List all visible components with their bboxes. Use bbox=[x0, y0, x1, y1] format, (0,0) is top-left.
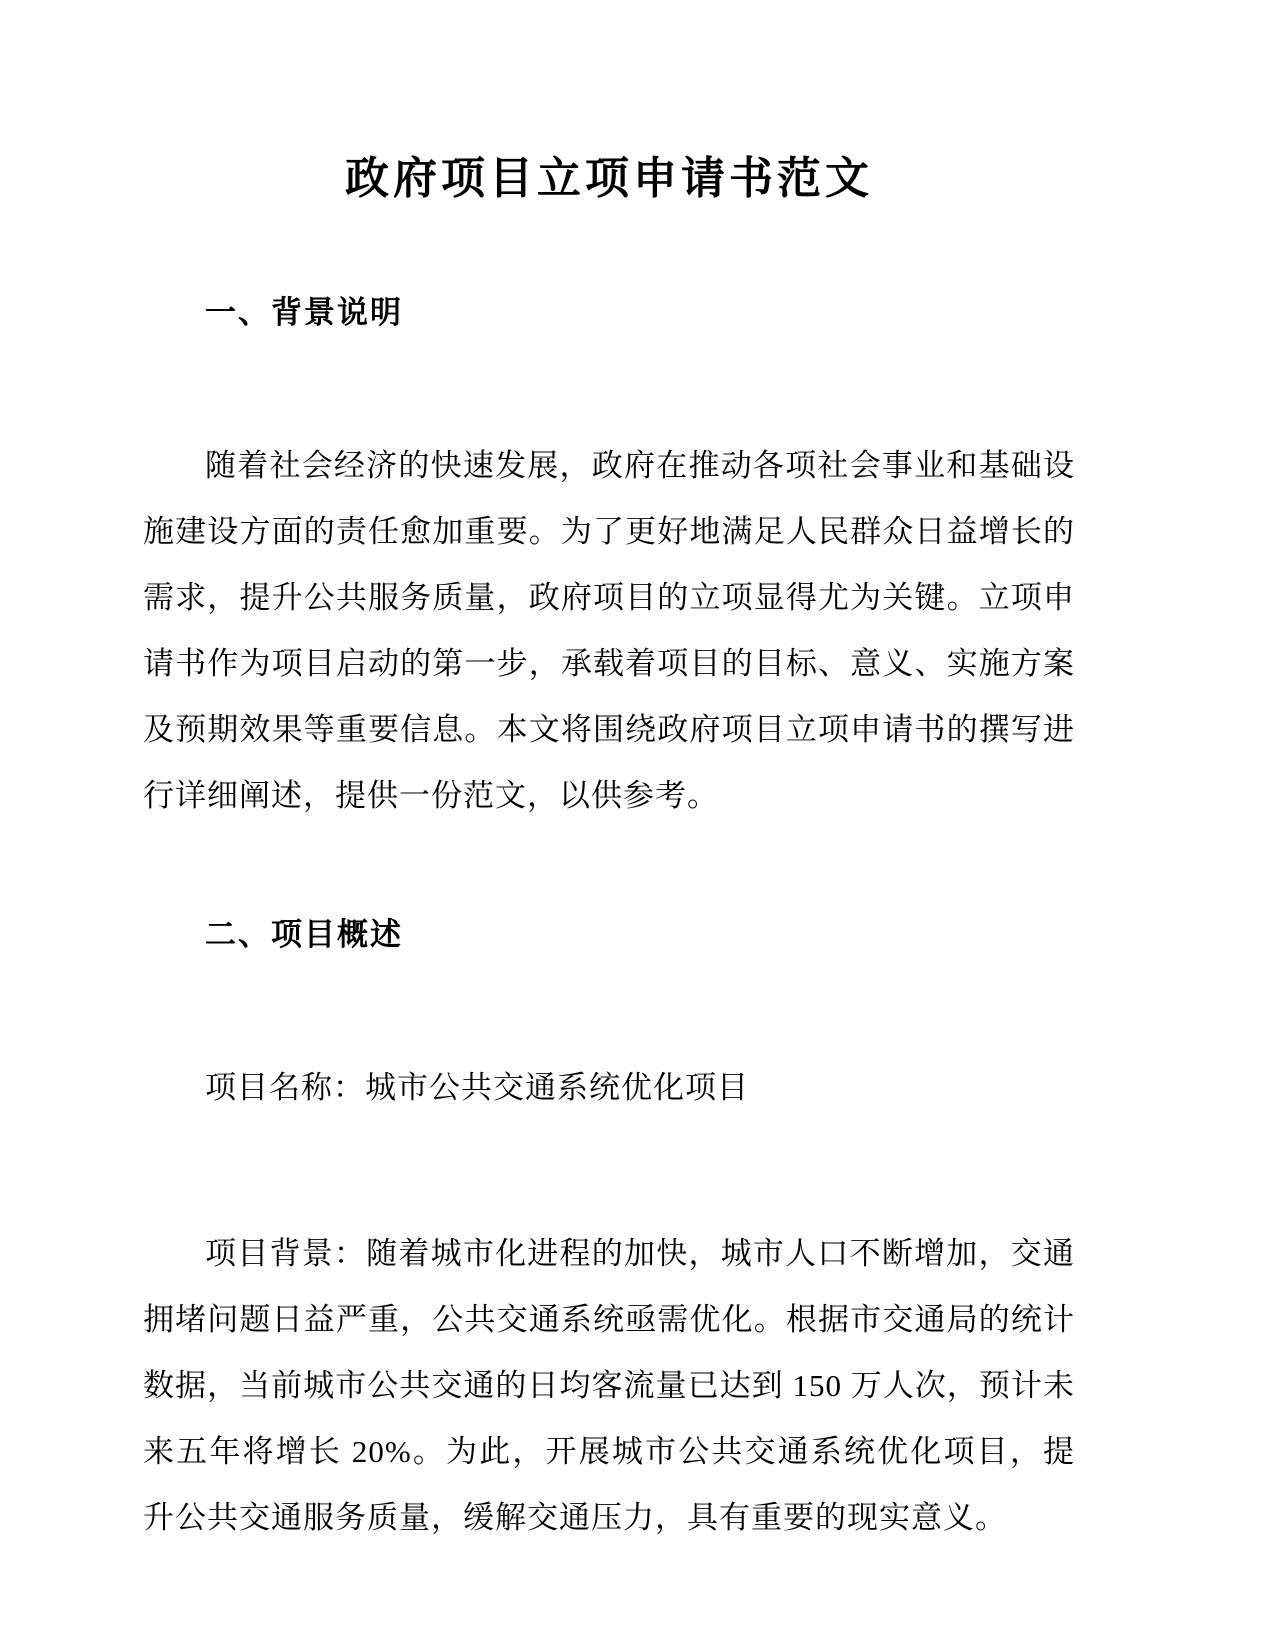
section-heading-project-overview: 二、项目概述 bbox=[205, 917, 403, 954]
section-heading-background: 一、背景说明 bbox=[205, 295, 403, 332]
paragraph-project-background: 项目背景：随着城市化进程的加快，城市人口不断增加，交通拥堵问题日益严重，公共交通系统亟需优化。根据市交通局的统计数据，当前城市公共交通的日均客流量已达到 150 万人次，预计未来五年将增长 20%。为此，开展城市公共交通系统优化项目，提升公共交通服务质量，缓解交通压力，具有重要的现实意义。 bbox=[143, 1236, 1075, 1536]
paragraph-background-intro: 随着社会经济的快速发展，政府在推动各项社会事业和基础设施建设方面的责任愈加重要。为了更好地满足人民群众日益增长的需求，提升公共服务质量，政府项目的立项显得尤为关键。立项申请书作为项目启动的第一步，承载着项目的目标、意义、实施方案及预期效果等重要信息。本文将围绕政府项目立项申请书的撰写进行详细阐述，提供一份范文，以供参考。 bbox=[143, 448, 1075, 814]
document-title: 政府项目立项申请书范文 bbox=[345, 153, 873, 204]
paragraph-project-name: 项目名称：城市公共交通系统优化项目 bbox=[205, 1070, 749, 1106]
